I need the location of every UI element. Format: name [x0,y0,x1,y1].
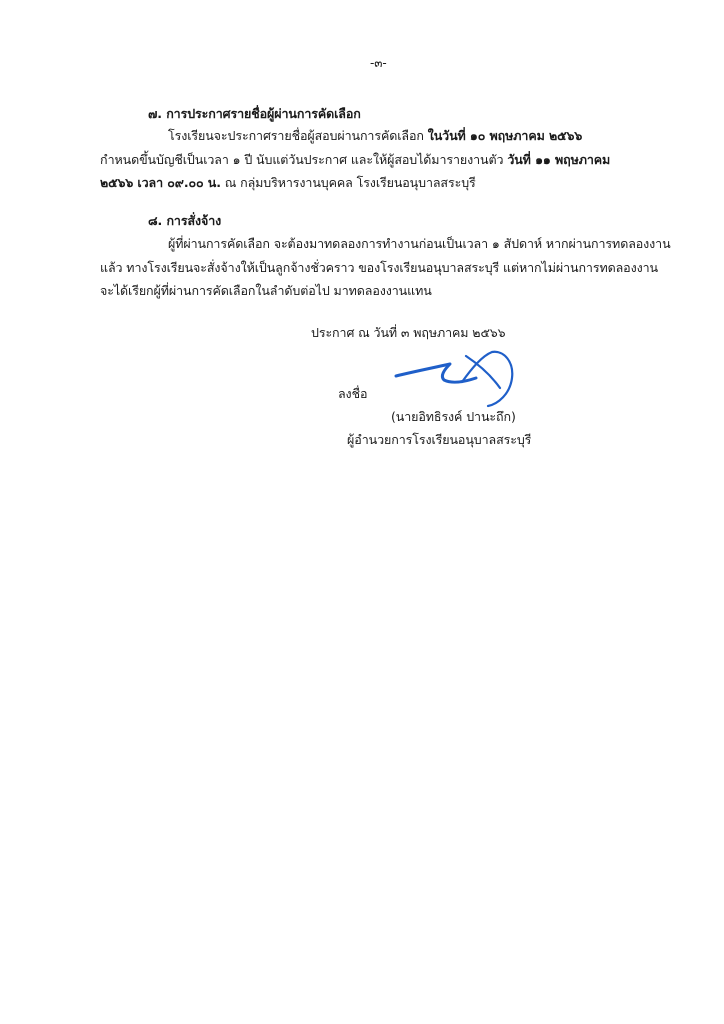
section-7-line-3 [100,175,476,191]
section-8-line-3: จะได้เรียกผู้ที่ผ่านการคัดเลือกในลำดับต่อไป มาทดลองงานแทน [100,283,432,298]
section-7-line-3-time: ๒๕๖๖ เวลา ๐๙.๐๐ น. [100,175,221,190]
section-8-heading: ๘. การสั่งจ้าง [148,213,222,228]
signature-stroke-3 [466,356,500,388]
handwritten-signature [392,348,522,408]
announcement-date: ประกาศ ณ วันที่ ๓ พฤษภาคม ๒๕๖๖ [311,325,506,340]
signatory-position: ผู้อำนวยการโรงเรียนอนุบาลสระบุรี [347,432,532,447]
section-7-line-2-text: กำหนดขึ้นบัญชีเป็นเวลา ๑ ปี นับแต่วันประกาศ และให้ผู้สอบได้มารายงานตัว [100,152,508,167]
section-7-line-1 [168,128,582,144]
section-7-line-2-date: วันที่ ๑๑ พฤษภาคม [507,152,611,167]
section-8-line-1: ผู้ที่ผ่านการคัดเลือก จะต้องมาทดลองการทำงานก่อนเป็นเวลา ๑ สัปดาห์ หากผ่านการทดลองงาน [168,236,671,251]
section-7-line-1-text: โรงเรียนจะประกาศรายชื่อผู้สอบผ่านการคัดเลือก [168,128,428,143]
signature-label: ลงชื่อ [338,386,368,401]
section-7-line-1-date: ในวันที่ ๑๐ พฤษภาคม ๒๕๖๖ [427,128,583,143]
section-7-line-2 [100,152,610,168]
signatory-name: (นายอิทธิรงค์ ปานะถึก) [391,409,516,424]
page-number: -๓- [370,56,387,70]
section-7-line-3-text: ณ กลุ่มบริหารงานบุคคล โรงเรียนอนุบาลสระบุรี [220,175,476,190]
section-7-heading: ๗. การประกาศรายชื่อผู้ผ่านการคัดเลือก [148,106,361,121]
section-8-line-2: แล้ว ทางโรงเรียนจะสั่งจ้างให้เป็นลูกจ้างชั่วคราว ของโรงเรียนอนุบาลสระบุรี แต่หากไม่ผ่านการทดลองงาน [100,260,658,275]
